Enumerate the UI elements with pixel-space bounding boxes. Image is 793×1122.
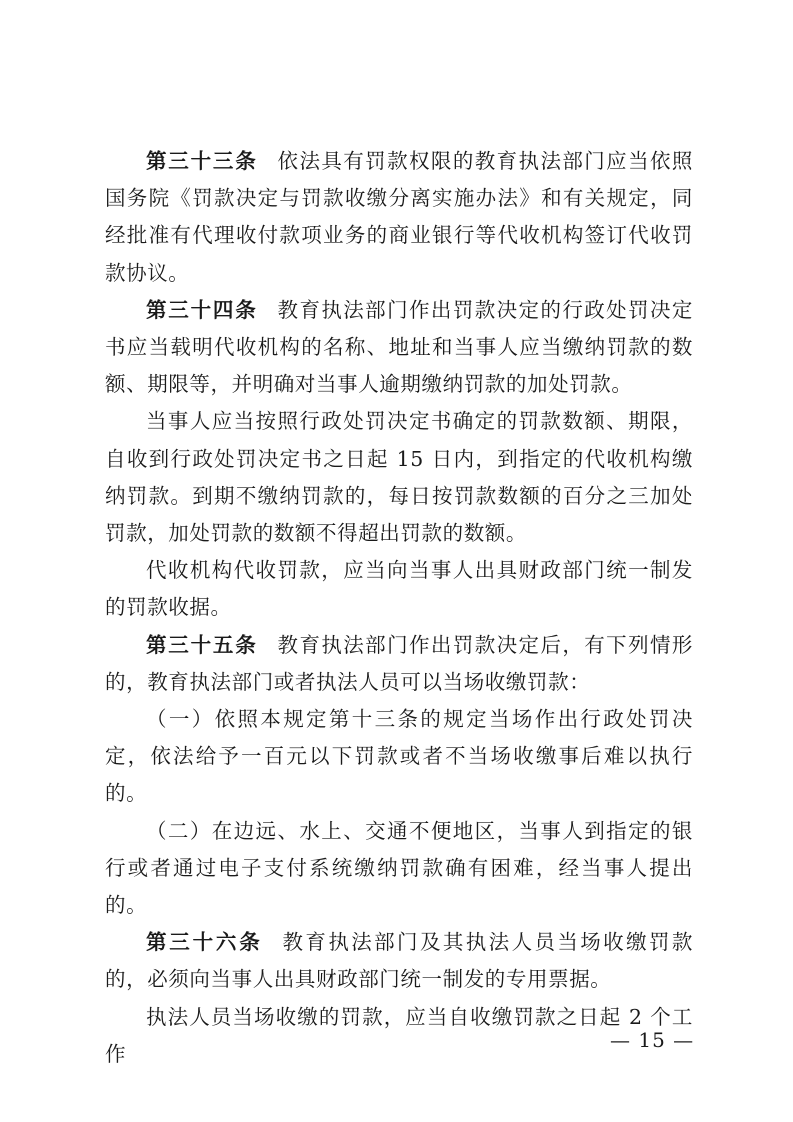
paragraph-article-36 bbox=[105, 924, 693, 998]
paragraph-text-block bbox=[105, 999, 693, 1073]
article-number: 第三十三条 bbox=[146, 149, 258, 173]
paragraph-text: 依法具有罚款权限的教育执法部门应当依照国务院《罚款决定与罚款收缴分离实施办法》和有关规定，同经批准有代理收付款项业务的商业银行等代收机构签订代收罚款协议。 bbox=[105, 149, 693, 285]
list-item-one bbox=[105, 701, 693, 813]
paragraph-text: 教育执法部门作出罚款决定后，有下列情形的，教育执法部门或者执法人员可以当场收缴罚款： bbox=[105, 632, 693, 694]
paragraph-article-34 bbox=[105, 292, 693, 404]
article-number: 第三十六条 bbox=[146, 930, 263, 955]
paragraph-text-block bbox=[105, 403, 693, 552]
article-number: 第三十四条 bbox=[146, 297, 258, 322]
paragraph-text: 执法人员当场收缴的罚款，应当自收缴罚款之日起 2 个工作 bbox=[105, 1004, 693, 1066]
paragraph-text: 代收机构代收罚款，应当向当事人出具财政部门统一制发的罚款收据。 bbox=[105, 558, 693, 620]
article-number: 第三十五条 bbox=[146, 632, 258, 657]
paragraph-text: 教育执法部门作出罚款决定的行政处罚决定书应当载明代收机构的名称、地址和当事人应当缴纳罚款的数额、期限等，并明确对当事人逾期缴纳罚款的加处罚款。 bbox=[105, 297, 693, 397]
paragraph-text: 教育执法部门及其执法人员当场收缴罚款的，必须向当事人出具财政部门统一制发的专用票据。 bbox=[105, 930, 693, 992]
paragraph-text: （一）依照本规定第十三条的规定当场作出行政处罚决定，依法给予一百元以下罚款或者不当场收缴事后难以执行的。 bbox=[105, 707, 693, 806]
paragraph-article-35 bbox=[105, 627, 693, 701]
paragraph-text: （二）在边远、水上、交通不便地区，当事人到指定的银行或者通过电子支付系统缴纳罚款确有困难，经当事人提出的。 bbox=[105, 818, 693, 918]
document-body bbox=[105, 143, 693, 1073]
paragraph-text: 当事人应当按照行政处罚决定书确定的罚款数额、期限，自收到行政处罚决定书之日起 15 日内，到指定的代收机构缴纳罚款。到期不缴纳罚款的，每日按罚款数额的百分之三加处罚款，加处罚款的数额不得超出罚款的数额。 bbox=[105, 409, 693, 546]
paragraph-text-block bbox=[105, 552, 693, 626]
paragraph-article-33 bbox=[105, 143, 693, 292]
list-item-two bbox=[105, 813, 693, 925]
page-number: — 15 — bbox=[610, 1028, 695, 1052]
